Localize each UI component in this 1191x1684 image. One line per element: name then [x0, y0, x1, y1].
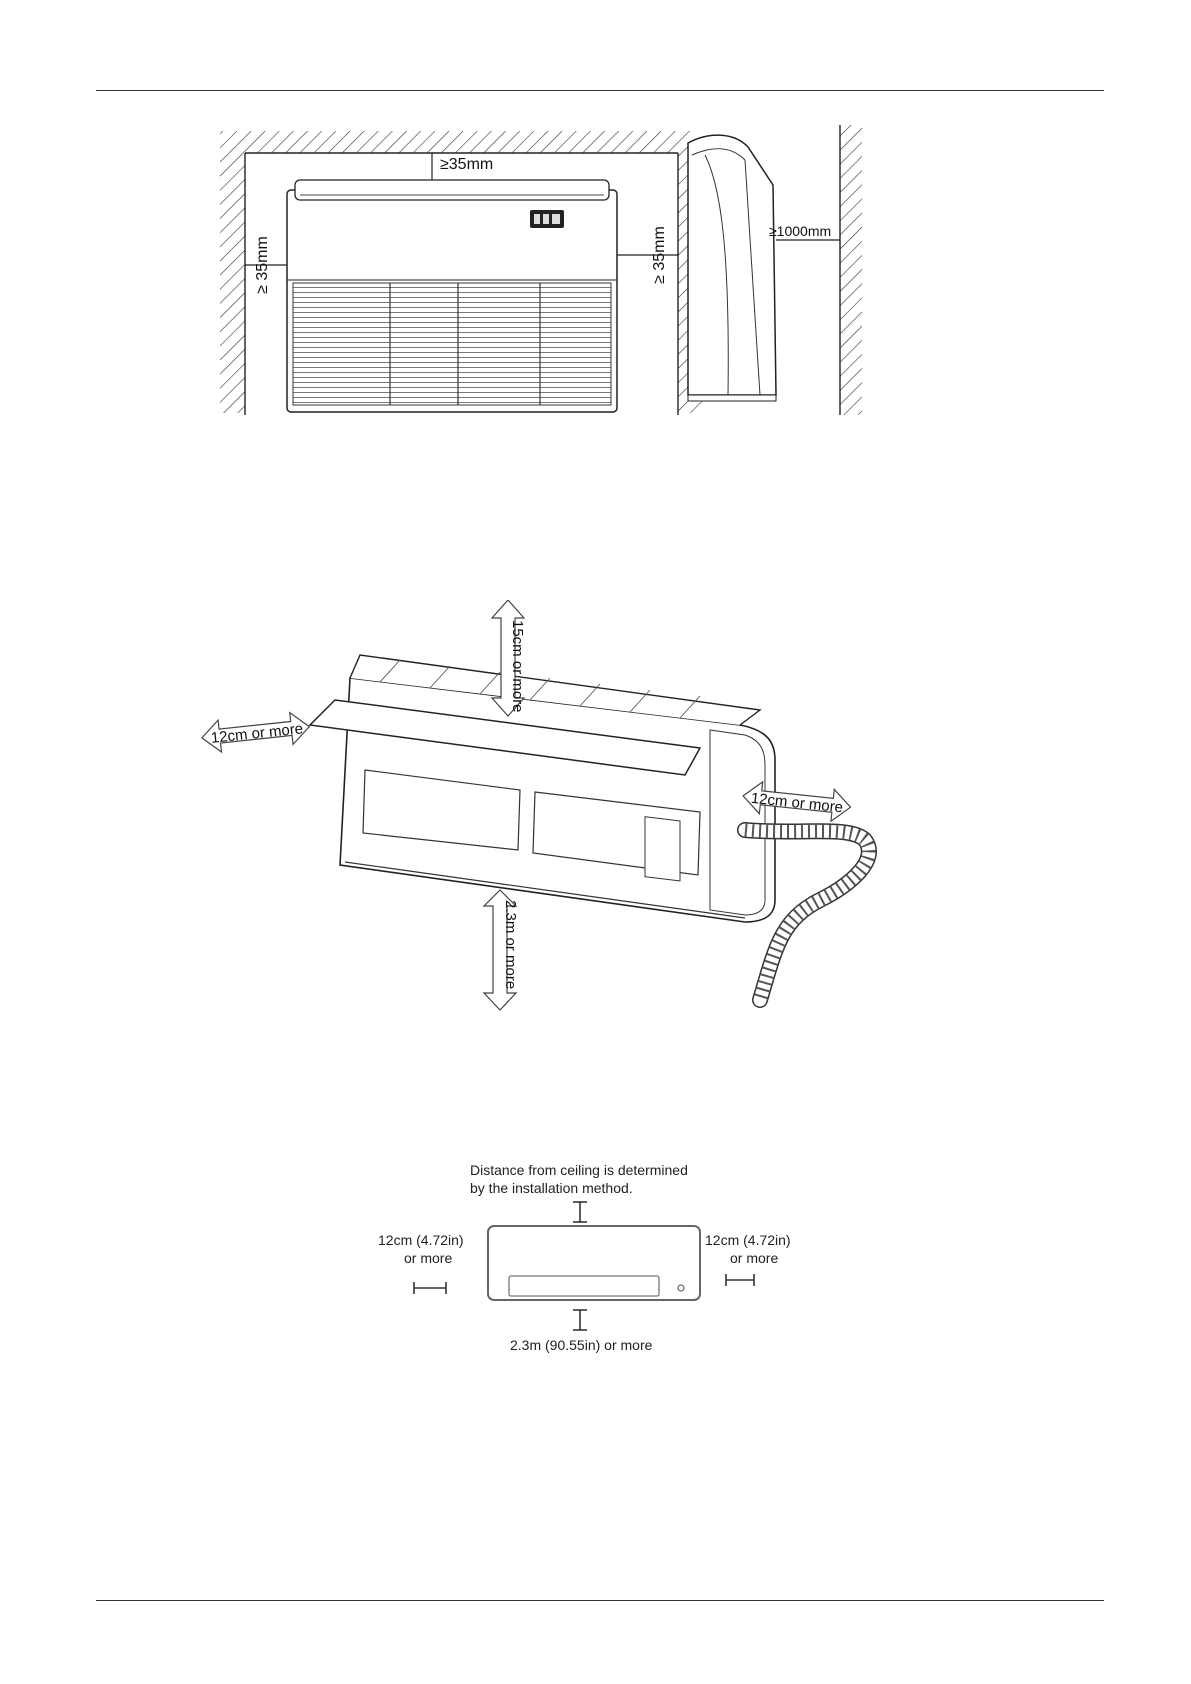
figure-wall-unit-perspective	[200, 600, 960, 1020]
wall-unit-front	[488, 1226, 700, 1300]
bottom-clearance-arrow	[484, 890, 519, 1010]
front-clearance-label: ≥1000mm	[769, 223, 832, 239]
wall-unit-body	[310, 655, 775, 922]
right-clearance-label: ≥ 35mm	[651, 226, 668, 284]
right-clearance-line1: 12cm (4.72in)	[705, 1232, 791, 1248]
left-clearance-arrow	[200, 711, 311, 754]
right-dimension-marker	[726, 1274, 754, 1286]
header-rule	[96, 90, 1104, 91]
bottom-dimension-marker	[573, 1310, 587, 1330]
left-clearance-label: ≥ 35mm	[254, 236, 271, 294]
left-dimension-marker	[414, 1282, 446, 1294]
top-clearance-arrow	[492, 600, 526, 716]
front-wall	[840, 125, 862, 415]
footer-rule	[96, 1600, 1104, 1601]
bottom-clearance-label: 2.3m or more	[502, 900, 519, 990]
left-wall	[220, 153, 245, 413]
bottom-clearance-label: 2.3m (90.55in) or more	[510, 1337, 653, 1353]
ceiling-unit-front-view	[287, 180, 617, 412]
top-dimension-marker	[573, 1202, 587, 1222]
ceiling-note-line1: Distance from ceiling is determined	[470, 1162, 688, 1178]
ceiling-wall	[220, 131, 690, 153]
left-clearance-line1: 12cm (4.72in)	[378, 1232, 464, 1248]
ceiling-note-line2: by the installation method.	[470, 1180, 633, 1196]
figure-wall-unit-front	[370, 1160, 830, 1370]
figure-floor-ceiling-clearance	[200, 125, 940, 415]
ceiling-unit-side-view	[688, 135, 776, 401]
top-clearance-label: 15cm or more	[509, 620, 526, 713]
right-clearance-label: 12cm or more	[750, 789, 844, 817]
left-clearance-line2: or more	[404, 1250, 453, 1266]
right-clearance-line2: or more	[730, 1250, 779, 1266]
left-clearance-label: 12cm or more	[210, 720, 304, 747]
top-clearance-label: ≥35mm	[440, 156, 494, 173]
